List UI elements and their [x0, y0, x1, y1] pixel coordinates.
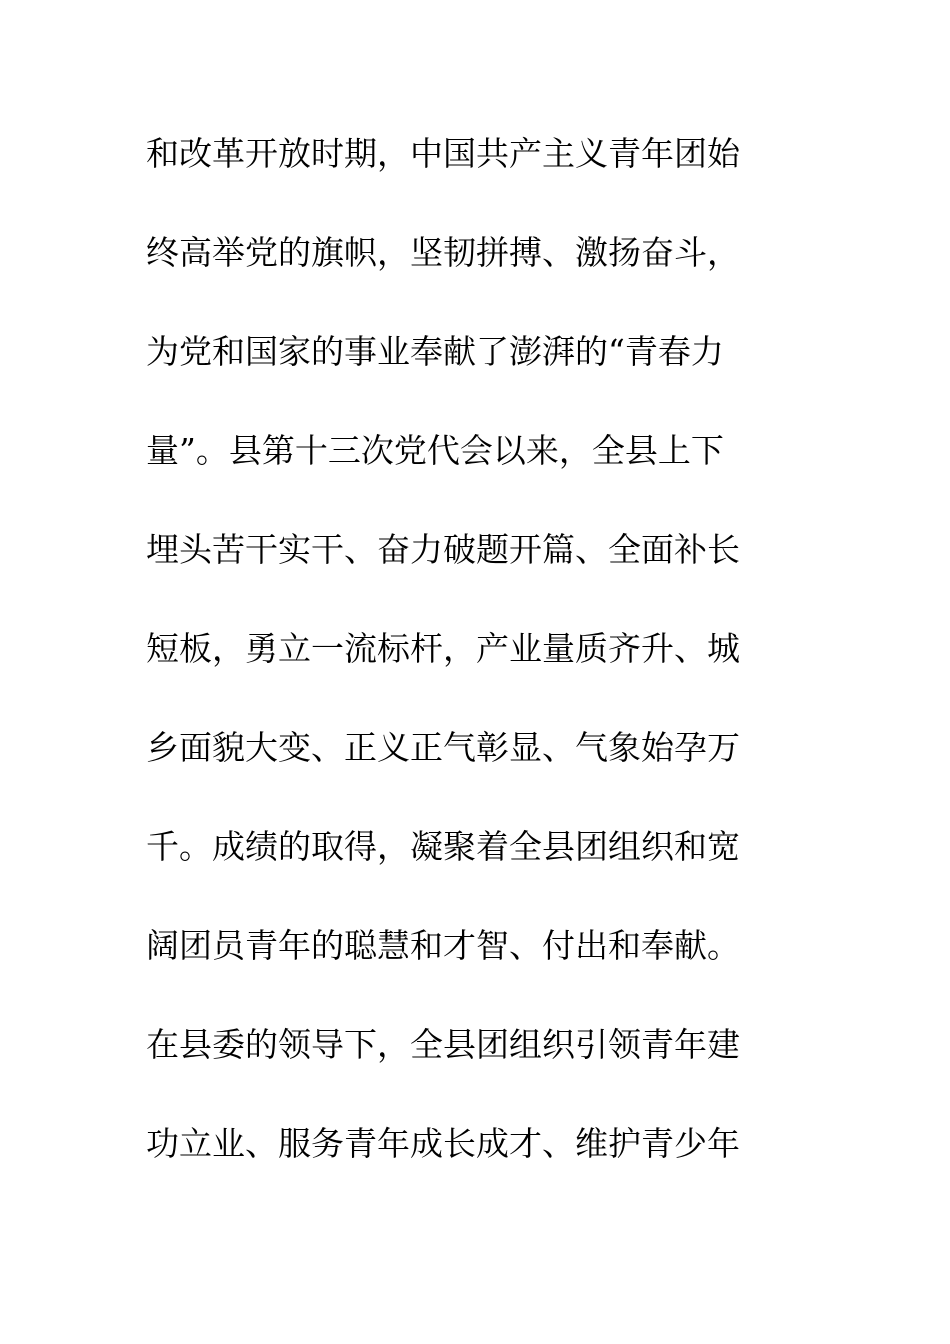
text-line: 乡面貌大变、正义正气彰显、气象始孕万: [146, 728, 740, 767]
text-line: 千。成绩的取得，凝聚着全县团组织和宽: [146, 827, 740, 866]
text-line: 短板，勇立一流标杆，产业量质齐升、城: [146, 629, 740, 668]
text-line: 阔团员青年的聪慧和才智、付出和奉献。: [146, 926, 740, 965]
text-line: 终高举党的旗帜，坚韧拼搏、激扬奋斗，: [146, 233, 740, 272]
text-line: 量”。县第十三次党代会以来，全县上下: [146, 431, 724, 470]
text-line: 为党和国家的事业奉献了澎湃的“青春力: [146, 332, 724, 371]
text-line: 埋头苦干实干、奋力破题开篇、全面补长: [146, 530, 740, 569]
text-line: 在县委的领导下，全县团组织引领青年建: [146, 1025, 740, 1064]
text-line: 功立业、服务青年成长成才、维护青少年: [146, 1124, 740, 1163]
body-text: [146, 126, 806, 1215]
text-line: 和改革开放时期，中国共产主义青年团始: [146, 134, 740, 173]
